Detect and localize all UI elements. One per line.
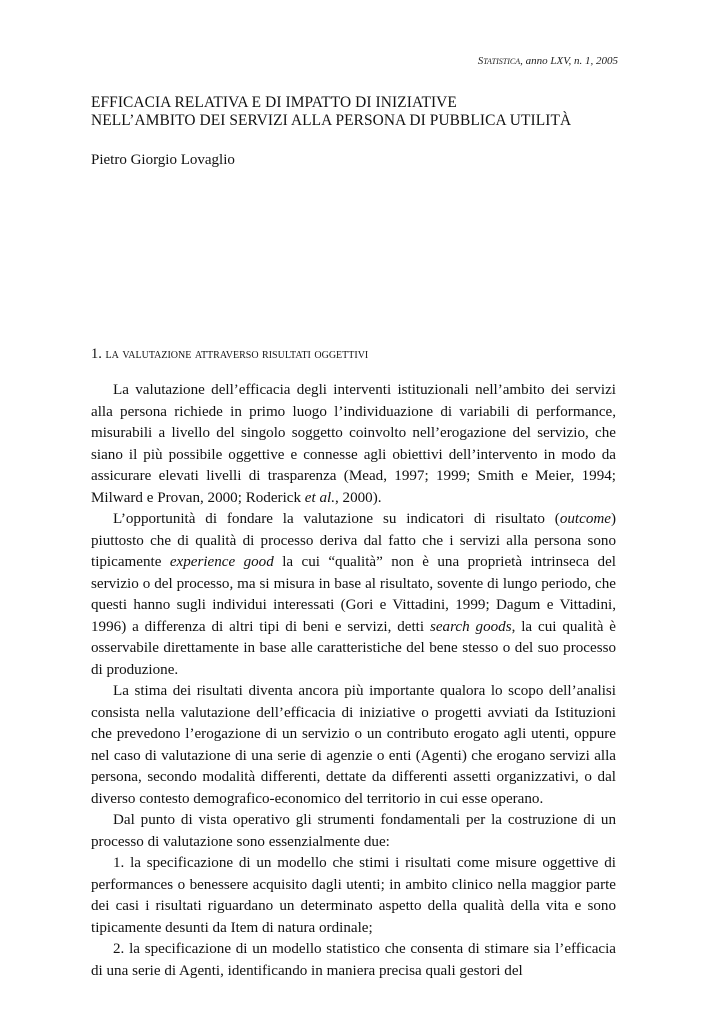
paragraph-1 — [91, 380, 616, 509]
italic-run: experience good — [169, 554, 274, 570]
journal-details: , anno LXV, n. 1, 2005 — [520, 55, 618, 67]
body-text — [91, 380, 616, 982]
text-run: L’opportunità di fondare la valutazione su indicatori di risultato ( — [113, 511, 560, 527]
list-item-1: 1. la specificazione di un modello che stimi i risultati come misure oggettive di performances o benessere acquisito dagli utenti; in ambito clinico nella maggior parte dei casi i risultati riguardano un determinato aspetto della qualità della vita e sono tipicamente desunti da Item di natura ordinale; — [91, 855, 616, 936]
journal-name: Statistica — [477, 55, 521, 67]
italic-run: search goods — [429, 618, 512, 635]
author-name: Pietro Giorgio Lovaglio — [91, 152, 235, 168]
journal-reference — [478, 55, 618, 67]
text-run: , la cui qualità è osservabile direttamente in base alle caratteristiche del bene stesso o del suo processo di produzione. — [91, 618, 616, 678]
section-heading — [91, 346, 368, 363]
section-title: la valutazione attraverso risultati oggettivi — [105, 347, 369, 362]
paragraph-4: Dal punto di vista operativo gli strumenti fondamentali per la costruzione di un processo di valutazione sono essenzialmente due: — [91, 812, 616, 850]
section-number: 1. — [91, 346, 102, 362]
article-title — [91, 94, 631, 130]
paragraph-3: La stima dei risultati diventa ancora più importante qualora lo scopo dell’analisi consista nella valutazione dell’efficacia di iniziative o progetti avviati da Istituzioni che prevedono l’erogazione di un servizio o un contributo erogato agli utenti, oppure nel caso di valutazione di una serie di agenzie o enti (Agenti) che erogano servizi alla persona, secondo modalità differenti, dettate da differenti assetti organizzativi, o dal diverso contesto demografico-economico del territorio in cui esse operano. — [91, 683, 616, 807]
paragraph-2 — [91, 509, 616, 681]
text-run: , 2000). — [334, 489, 382, 506]
text-run: ) piuttosto che di qualità di processo deriva dal fatto che i servizi alla persona sono tipicamente — [91, 511, 616, 570]
text-run: La valutazione dell’efficacia degli interventi istituzionali nell’ambito dei servizi alla persona richiede in primo luogo l’individuazione di variabili di performance, misurabili a livello del singolo soggetto coinvolto nell’erogazione del servizio, che siano il più possibile oggettive e connesse agli obiettivi dell’intervento in modo da assicurare elevati livelli di trasparenza (Mead, 1997; 1999; Smith e Meier, 1994; Milward e Provan, 2000; Roderick — [91, 382, 616, 506]
title-line-1: EFFICACIA RELATIVA E DI IMPATTO DI INIZIATIVE — [91, 94, 457, 111]
italic-run: outcome — [559, 511, 611, 527]
text-run: la cui “qualità” non è una proprietà intrinseca del servizio o del processo, ma si misura in base al risultato, sovente di lungo periodo, che questi hanno sugli individui interessati (Gori e Vittadini, 1999; Dagum e Vittadini, 1996) a differenza di altri tipi di beni e servizi, detti — [91, 554, 616, 635]
italic-run: et al. — [304, 489, 335, 506]
title-line-2: NELL’AMBITO DEI SERVIZI ALLA PERSONA DI PUBBLICA UTILITÀ — [91, 112, 572, 129]
list-item-2: 2. la specificazione di un modello statistico che consenta di stimare sia l’efficacia di una serie di Agenti, identificando in maniera precisa quali gestori del — [91, 941, 616, 979]
